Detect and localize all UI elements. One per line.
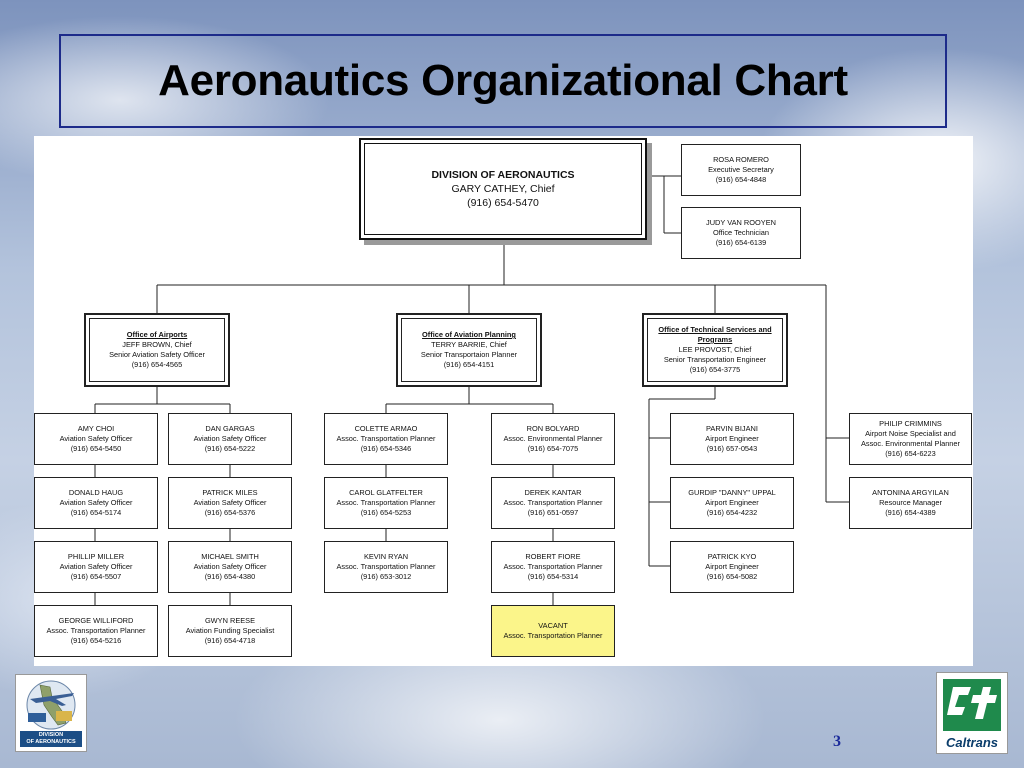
employee-phone: (916) 654-5222	[204, 444, 256, 453]
staff-phone: (916) 654-4848	[715, 175, 767, 184]
office-name: Office of Aviation Planning	[422, 330, 516, 339]
staff-name: ROSA ROMERO	[713, 155, 769, 164]
employee-name: RON BOLYARD	[526, 424, 580, 433]
employee-name: DONALD HAUG	[68, 488, 124, 497]
division-name: DIVISION OF AERONAUTICS	[431, 169, 575, 181]
employee-title: Aviation Safety Officer	[193, 498, 267, 507]
employee-name: VACANT	[538, 621, 568, 630]
employee-name: GEORGE WILLIFORD	[58, 616, 134, 625]
office-phone: (916) 654-4565	[131, 360, 183, 369]
employee-name: PHILLIP MILLER	[67, 552, 125, 561]
employee-name: PATRICK MILES	[202, 488, 258, 497]
employee-title: Aviation Funding Specialist	[185, 626, 275, 635]
employee-title: Aviation Safety Officer	[59, 434, 133, 443]
employee-box	[168, 605, 292, 657]
office-technical-box	[642, 313, 788, 387]
employee-name: PARVIN BIJANI	[706, 424, 758, 433]
employee-title: Assoc. Transportation Planner	[336, 562, 436, 571]
employee-name: GURDIP "DANNY" UPPAL	[688, 488, 776, 497]
page-title: Aeronautics Organizational Chart	[158, 56, 848, 105]
employee-name: DEREK KANTAR	[524, 488, 582, 497]
employee-phone: (916) 654-5082	[706, 572, 758, 581]
employee-box	[34, 605, 158, 657]
staff-box	[681, 144, 801, 196]
employee-name: ANTONINA ARGYILAN	[872, 488, 949, 497]
title-box	[59, 34, 947, 128]
employee-box	[670, 477, 794, 529]
staff-box	[681, 207, 801, 259]
employee-phone: (916) 654-5450	[70, 444, 122, 453]
employee-phone: (916) 654-5346	[360, 444, 412, 453]
caltrans-emblem-icon	[937, 673, 1007, 735]
employee-phone: (916) 654-5216	[70, 636, 122, 645]
employee-box	[168, 477, 292, 529]
employee-phone: (916) 654-5253	[360, 508, 412, 517]
employee-title: Assoc. Transportation Planner	[503, 498, 603, 507]
office-chief: JEFF BROWN, Chief	[122, 340, 192, 349]
staff-title: Executive Secretary	[708, 165, 774, 174]
employee-title: Assoc. Transportation Planner	[503, 562, 603, 571]
employee-title: Assoc. Transportation Planner	[336, 498, 436, 507]
logo-caption-line2: OF AERONAUTICS	[26, 739, 76, 745]
employee-phone: (916) 653-3012	[360, 572, 412, 581]
caltrans-logo	[936, 672, 1008, 754]
division-of-aeronautics-logo	[15, 674, 87, 752]
employee-box	[670, 413, 794, 465]
office-name: Office of Airports	[126, 330, 188, 339]
office-chief: LEE PROVOST, Chief	[678, 345, 752, 354]
office-chief-title: Senior Aviation Safety Officer	[109, 350, 205, 359]
page-number: 3	[833, 733, 841, 750]
employee-phone: (916) 657-0543	[706, 444, 758, 453]
employee-box	[849, 477, 972, 529]
employee-name: AMY CHOI	[77, 424, 115, 433]
employee-phone: (916) 651-0597	[527, 508, 579, 517]
employee-box	[324, 477, 448, 529]
org-chart	[34, 136, 973, 666]
employee-name: PHILIP CRIMMINS	[879, 419, 942, 428]
employee-phone: (916) 654-4380	[204, 572, 256, 581]
employee-name: COLETTE ARMAO	[354, 424, 418, 433]
employee-name: CAROL GLATFELTER	[349, 488, 423, 497]
office-planning-box	[396, 313, 542, 387]
employee-title: Airport Engineer	[705, 562, 759, 571]
california-plane-icon	[16, 675, 86, 731]
caltrans-wordmark: Caltrans	[945, 735, 999, 750]
logo-caption-line1: DIVISION	[38, 732, 64, 738]
division-chief: GARY CATHEY, Chief	[451, 183, 555, 195]
employee-title: Assoc. Transportation Planner	[46, 626, 146, 635]
office-airports-box	[84, 313, 230, 387]
employee-phone: (916) 654-4718	[204, 636, 256, 645]
employee-title: Aviation Safety Officer	[59, 498, 133, 507]
office-chief-title: Senior Transportaion Planner	[420, 350, 518, 359]
employee-phone: (916) 654-4232	[706, 508, 758, 517]
employee-name: GWYN REESE	[204, 616, 256, 625]
employee-name: DAN GARGAS	[205, 424, 255, 433]
employee-box	[34, 413, 158, 465]
employee-box	[491, 477, 615, 529]
employee-box	[324, 541, 448, 593]
employee-title: Airport Engineer	[705, 434, 759, 443]
employee-box	[34, 477, 158, 529]
division-logo-caption	[20, 731, 82, 747]
employee-title: Resource Manager	[879, 498, 942, 507]
employee-title: Assoc. Environmental Planner	[503, 434, 603, 443]
employee-name: KEVIN RYAN	[363, 552, 409, 561]
employee-title: Assoc. Transportation Planner	[503, 631, 603, 640]
staff-phone: (916) 654-6139	[715, 238, 767, 247]
employee-box	[168, 413, 292, 465]
employee-name: ROBERT FIORE	[525, 552, 581, 561]
office-name: Office of Technical Services and Programs	[658, 325, 772, 344]
employee-box	[324, 413, 448, 465]
employee-phone: (916) 654-5314	[527, 572, 579, 581]
employee-name: PATRICK KYO	[707, 552, 757, 561]
employee-phone: (916) 654-7075	[527, 444, 579, 453]
vacant-position-box	[491, 605, 615, 657]
office-chief: TERRY BARRIE, Chief	[431, 340, 507, 349]
staff-title: Office Technician	[712, 228, 769, 237]
employee-box	[491, 413, 615, 465]
office-phone: (916) 654-3775	[689, 365, 741, 374]
employee-title: Aviation Safety Officer	[59, 562, 133, 571]
employee-title-line2: Assoc. Environmental Planner	[860, 439, 960, 448]
employee-title: Aviation Safety Officer	[193, 434, 267, 443]
employee-box	[491, 541, 615, 593]
staff-name: JUDY VAN ROOYEN	[706, 218, 776, 227]
division-head-box	[359, 138, 647, 240]
employee-phone: (916) 654-4389	[885, 508, 936, 517]
employee-title: Airport Engineer	[705, 498, 759, 507]
employee-title: Airport Noise Specialist and	[865, 429, 956, 438]
employee-phone: (916) 654-5174	[70, 508, 122, 517]
office-chief-title: Senior Transportation Engineer	[663, 355, 767, 364]
employee-name: MICHAEL SMITH	[201, 552, 259, 561]
employee-phone: (916) 654-5376	[204, 508, 256, 517]
employee-box	[34, 541, 158, 593]
employee-box	[168, 541, 292, 593]
employee-title: Assoc. Transportation Planner	[336, 434, 436, 443]
office-phone: (916) 654-4151	[443, 360, 495, 369]
employee-box	[849, 413, 972, 465]
employee-phone: (916) 654-6223	[885, 449, 936, 458]
employee-box	[670, 541, 794, 593]
employee-title: Aviation Safety Officer	[193, 562, 267, 571]
employee-phone: (916) 654-5507	[70, 572, 122, 581]
division-phone: (916) 654-5470	[467, 197, 539, 209]
